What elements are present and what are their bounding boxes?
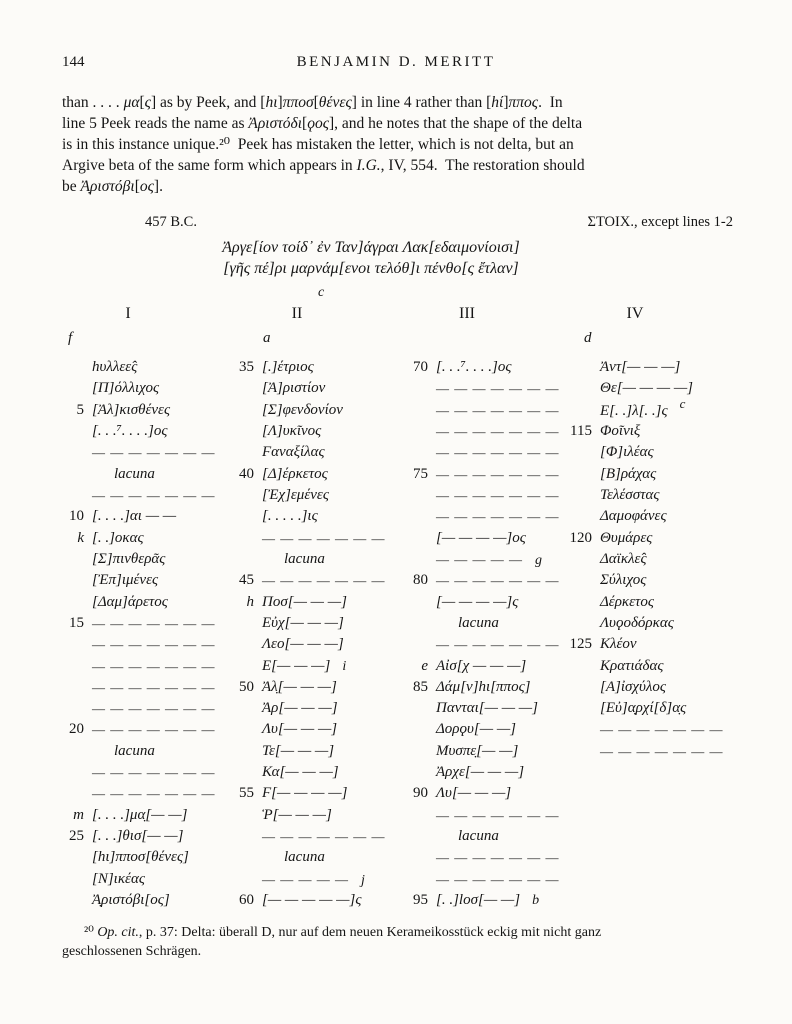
line-number: 40 bbox=[239, 465, 254, 482]
row-content bbox=[262, 698, 338, 719]
inscription-row bbox=[552, 741, 782, 762]
margin-letter: i bbox=[342, 658, 347, 674]
row-content bbox=[262, 485, 329, 506]
row-content bbox=[600, 395, 686, 422]
entry-text: [Π]όλλιχος bbox=[92, 380, 160, 397]
margin-letter: d bbox=[584, 330, 592, 346]
row-content bbox=[262, 847, 325, 868]
entry-text: Θε[— — — —] bbox=[600, 380, 694, 397]
line-number: 115 bbox=[570, 423, 592, 439]
dash-line: — — — — — — — bbox=[92, 701, 216, 717]
row-content bbox=[262, 549, 325, 570]
inscription-row bbox=[552, 592, 782, 613]
lacuna-label: lacuna bbox=[284, 849, 325, 866]
row-content bbox=[92, 485, 216, 507]
row-content bbox=[262, 826, 386, 848]
inscription-row bbox=[388, 890, 618, 911]
date-label: 457 B.C. bbox=[145, 214, 197, 230]
paragraph-line: is in this instance unique.²⁰ Peek has mistaken the letter, which is not delta, but an bbox=[62, 136, 574, 153]
inscription-row bbox=[552, 485, 782, 506]
inscription-row bbox=[552, 698, 782, 719]
line-number: 15 bbox=[69, 614, 84, 631]
margin-letter: h bbox=[246, 593, 254, 610]
row-content bbox=[92, 464, 155, 485]
row-content bbox=[262, 677, 337, 698]
inscription-row bbox=[388, 805, 618, 826]
row-content bbox=[92, 762, 216, 784]
entry-text: Λεο[— — —] bbox=[262, 636, 344, 653]
footnote-line bbox=[62, 923, 746, 942]
line-number: 60 bbox=[239, 892, 254, 908]
row-content bbox=[436, 485, 560, 507]
line-number: 85 bbox=[413, 678, 428, 695]
row-content bbox=[262, 592, 347, 613]
dash-line: — — — — — — — bbox=[436, 424, 560, 439]
entry-text: Σύλιχος bbox=[600, 572, 647, 589]
row-content bbox=[436, 890, 539, 911]
row-content bbox=[436, 570, 560, 592]
line-number: 95 bbox=[413, 892, 428, 908]
margin-letter: c bbox=[679, 395, 686, 411]
entry-text: [hι]πποσ[θένες] bbox=[92, 849, 189, 866]
footnote-segment: , p. 37: Delta: überall D, nur auf dem neuen Kerameikosstück eckig mit nicht ganz bbox=[138, 925, 602, 940]
entry-text: Φοῖνιξ bbox=[600, 423, 641, 439]
row-content bbox=[600, 592, 654, 613]
entry-text: [Ν]ικέας bbox=[92, 870, 145, 887]
lacuna-label: lacuna bbox=[284, 550, 325, 567]
entry-text: Δέρκετος bbox=[600, 593, 654, 610]
entry-text: [— — — —]ος bbox=[436, 529, 526, 546]
footnote-segment: Op. cit. bbox=[97, 925, 139, 940]
row-content bbox=[92, 528, 144, 549]
row-content bbox=[436, 698, 538, 719]
row-content bbox=[262, 741, 334, 762]
row-content bbox=[92, 634, 216, 656]
entry-text: [Δαμ]άρετος bbox=[92, 593, 168, 610]
row-content bbox=[436, 741, 518, 762]
row-content bbox=[262, 357, 314, 378]
column-header: II bbox=[291, 305, 303, 322]
row-content bbox=[262, 762, 339, 783]
row-content bbox=[92, 677, 216, 699]
row-content bbox=[436, 442, 560, 464]
line-number: 5 bbox=[76, 401, 84, 418]
inscription-row bbox=[552, 677, 782, 698]
margin-letter: g bbox=[535, 552, 542, 568]
epigram-line: Ἀργε[ίον τοίδ᾽ ἐν Ταν]άγραι Λακ[εδαιμονίοισι] bbox=[222, 239, 520, 256]
entry-text: hυλλεε̂ς bbox=[92, 359, 138, 375]
inscription-row bbox=[388, 762, 618, 783]
epigram-line: [γῆς πέ]ρι μαρνάμ[ενοι τελόθ]ι πένθο[ς ἔτλαν] bbox=[223, 260, 519, 277]
paragraph-line: line 5 Peek reads the name as Ἀριστόδι[ϙος], and he notes that the shape of the delta bbox=[62, 115, 583, 132]
row-content bbox=[92, 890, 170, 911]
row-content bbox=[600, 677, 666, 698]
row-content bbox=[262, 464, 328, 485]
entry-text: Εὐχ[— — —] bbox=[262, 614, 344, 631]
dash-line: — — — — — — — bbox=[436, 445, 560, 461]
entry-text: [Σ]πινθερᾶς bbox=[92, 550, 166, 567]
row-content bbox=[436, 549, 542, 571]
row-content bbox=[600, 656, 663, 677]
line-number: 80 bbox=[413, 572, 428, 589]
inscription-row bbox=[552, 506, 782, 527]
dash-line: — — — — — — — bbox=[436, 466, 560, 482]
row-content bbox=[92, 847, 189, 868]
inscription-row bbox=[552, 634, 782, 655]
margin-letter: k bbox=[77, 529, 84, 546]
entry-text: [. . .⁷. . . .]ος bbox=[92, 423, 168, 439]
paragraph-line: be Ἀ̣ριστόβι[ος]. bbox=[62, 178, 163, 195]
row-content bbox=[92, 400, 170, 421]
row-content bbox=[262, 442, 325, 463]
dash-line: — — — — — bbox=[262, 871, 349, 887]
entry-text: [. .]lοσ[— —] bbox=[436, 892, 521, 908]
dash-line: — — — — — — — bbox=[600, 743, 724, 759]
entry-text: Ϝαναξίλας bbox=[262, 444, 325, 461]
row-content bbox=[600, 570, 646, 591]
dash-line: — — — — — — — bbox=[92, 722, 216, 738]
dash-line: — — — — — — — bbox=[92, 445, 216, 461]
line-number: 10 bbox=[69, 508, 84, 525]
lacuna-label: lacuna bbox=[458, 614, 499, 631]
entry-text: Κα[— — —] bbox=[262, 764, 339, 781]
footnote-segment: geschlossenen Schrägen. bbox=[62, 944, 202, 959]
row-content bbox=[92, 656, 216, 678]
entry-text: Δαϊκλε̂ς bbox=[600, 550, 647, 567]
inscription-row bbox=[388, 847, 618, 868]
row-content bbox=[600, 442, 654, 463]
row-content bbox=[436, 464, 560, 486]
inscription-row bbox=[552, 719, 782, 740]
entry-text: [— — — —]ς bbox=[436, 593, 519, 610]
entry-text: Κλέον bbox=[600, 636, 637, 653]
dash-line: — — — — — — — bbox=[436, 807, 560, 823]
entry-text: Ἀντ[— — —] bbox=[600, 359, 681, 375]
entry-text: [Α]ἰσχύλος bbox=[600, 678, 666, 695]
dash-line: — — — — — — — bbox=[436, 637, 560, 653]
column-header: III bbox=[459, 305, 475, 322]
footnote-line bbox=[62, 942, 746, 961]
inscription-row bbox=[552, 464, 782, 485]
inscription-row bbox=[552, 357, 782, 378]
inscription-row bbox=[552, 528, 782, 549]
line-number: 25 bbox=[69, 828, 84, 844]
entry-text: [Σ]φενδονίον bbox=[262, 401, 343, 418]
column-header: IV bbox=[626, 305, 644, 322]
row-content bbox=[436, 357, 511, 378]
line-number: 75 bbox=[413, 465, 428, 482]
row-content bbox=[92, 378, 159, 399]
line-number: 120 bbox=[569, 529, 592, 546]
entry-text: Μυσπε̣[— —] bbox=[436, 742, 519, 759]
row-content bbox=[600, 698, 686, 719]
body-paragraph bbox=[62, 92, 752, 197]
row-content bbox=[436, 826, 499, 847]
entry-text: [. . .]θισ[— —] bbox=[92, 828, 184, 844]
row-content bbox=[436, 378, 560, 400]
row-content bbox=[600, 719, 724, 741]
entry-text: [Ἐπ]ιμένες bbox=[92, 572, 159, 589]
running-head: BENJAMIN D. MERITT bbox=[296, 54, 496, 70]
dash-line: — — — — — — — bbox=[436, 381, 560, 397]
entry-text: Ε[. .]λ[. .]ς bbox=[600, 402, 668, 419]
entry-text: [. .]οκας bbox=[92, 529, 144, 546]
row-content bbox=[92, 592, 168, 613]
entry-text: Ποσ[— — —] bbox=[262, 593, 347, 610]
stoich-label: ΣΤΟΙΧ., except lines 1-2 bbox=[587, 214, 733, 230]
row-content bbox=[436, 400, 560, 422]
entry-text: [Εὐ]α̣ρχί[δ]α̣ς bbox=[600, 700, 687, 717]
inscription-row bbox=[388, 783, 618, 804]
entry-text: Ῥ[— — —] bbox=[262, 806, 332, 823]
entry-text: Θυμάρες bbox=[600, 529, 653, 546]
inscription-row bbox=[388, 869, 618, 890]
entry-text: Λυ[— — —] bbox=[436, 785, 512, 802]
dash-line: — — — — — — — bbox=[436, 509, 560, 525]
dash-line: — — — — — — — bbox=[262, 530, 386, 546]
row-content bbox=[436, 528, 526, 549]
inscription-row bbox=[552, 442, 782, 463]
margin-letter: m bbox=[73, 806, 84, 823]
margin-letter: j bbox=[361, 872, 365, 888]
row-content bbox=[262, 378, 325, 399]
page-number: 144 bbox=[62, 54, 85, 70]
entry-text: Αἰσ[χ — — —] bbox=[436, 657, 527, 674]
row-content bbox=[436, 592, 518, 613]
entry-text: [. . . .]μα̣[— —] bbox=[92, 806, 188, 823]
row-content bbox=[436, 719, 516, 740]
lacuna-label: lacuna bbox=[458, 828, 499, 844]
row-content bbox=[600, 634, 637, 655]
entry-text: Ἀ̣ριστόβι[ος] bbox=[92, 892, 170, 908]
inscription-row bbox=[552, 613, 782, 634]
entry-text: [Λ]υκῖνος bbox=[262, 423, 322, 439]
row-content bbox=[262, 613, 344, 634]
dash-line: — — — — — — — bbox=[92, 786, 216, 802]
entry-text: [. . . .]αι — — bbox=[92, 508, 177, 525]
margin-letter: e bbox=[421, 657, 428, 674]
entry-text: Κρατιάδας bbox=[600, 657, 664, 674]
row-content bbox=[262, 506, 318, 527]
dash-line: — — — — — — — bbox=[92, 679, 216, 695]
line-number: 55 bbox=[239, 785, 254, 802]
lacuna-label: lacuna bbox=[114, 742, 155, 759]
entry-text: Ἀλ̣[— — —] bbox=[262, 678, 337, 695]
row-content bbox=[92, 719, 216, 741]
row-content bbox=[92, 442, 216, 464]
row-content bbox=[262, 400, 343, 421]
row-content bbox=[436, 634, 560, 656]
row-content bbox=[600, 464, 656, 485]
entry-text: [.]έτριος bbox=[262, 359, 314, 375]
epigram bbox=[26, 237, 716, 279]
column-header: I bbox=[125, 305, 131, 322]
row-content bbox=[436, 847, 560, 869]
row-content bbox=[600, 741, 724, 763]
entry-text: [— — — — —]ς bbox=[262, 892, 362, 908]
row-content bbox=[262, 570, 386, 592]
dash-line: — — — — — — — bbox=[92, 615, 216, 631]
entry-text: [Β]ράχας bbox=[600, 465, 657, 482]
row-content bbox=[92, 421, 167, 442]
row-content bbox=[436, 421, 560, 443]
row-content bbox=[92, 357, 137, 378]
margin-letter: f bbox=[68, 330, 73, 346]
inscription-row bbox=[552, 570, 782, 591]
entry-text: [Φ]ιλέας bbox=[600, 444, 654, 461]
dash-line: — — — — — — — bbox=[436, 402, 560, 418]
inscription-row bbox=[552, 421, 782, 442]
entry-text: [. . .⁷. . . .]ος bbox=[436, 359, 512, 375]
line-number: 35 bbox=[239, 359, 254, 375]
footnote bbox=[62, 923, 746, 961]
row-content bbox=[600, 421, 640, 442]
row-content bbox=[262, 421, 321, 442]
entry-text: Δαμοφάνες bbox=[600, 508, 667, 525]
dash-line: — — — — — — — bbox=[92, 637, 216, 653]
row-content bbox=[92, 506, 176, 527]
row-content bbox=[92, 783, 216, 805]
dash-line: — — — — — — — bbox=[436, 871, 560, 887]
row-content bbox=[436, 762, 524, 783]
row-content bbox=[436, 783, 511, 804]
entry-text: Δάμ[ν]hι[ππος] bbox=[436, 678, 531, 695]
entry-text: [Ἀλ]κισθένες bbox=[92, 401, 171, 418]
entry-text: Λυϙοδόρκας bbox=[600, 614, 674, 631]
row-content bbox=[600, 528, 652, 549]
inscription-row bbox=[552, 549, 782, 570]
row-content bbox=[600, 613, 674, 634]
dash-line: — — — — — — — bbox=[92, 765, 216, 781]
margin-letter: b bbox=[532, 893, 540, 908]
row-content bbox=[92, 698, 216, 720]
entry-text: [Ἀ]ριστίον bbox=[262, 380, 326, 397]
paragraph-line: Argive beta of the same form which appears in I.G., IV, 554. The restoration should bbox=[62, 157, 585, 174]
row-content bbox=[262, 634, 344, 655]
entry-text: Ἀρ[— — —] bbox=[262, 700, 338, 717]
inscription-row bbox=[552, 378, 782, 399]
line-number: 50 bbox=[239, 678, 254, 695]
dash-line: — — — — — bbox=[436, 551, 523, 567]
entry-text: Λυ[— — —] bbox=[262, 721, 338, 738]
row-content bbox=[262, 890, 361, 911]
row-content bbox=[262, 869, 365, 891]
entry-text: [. . . . .]ις bbox=[262, 508, 318, 525]
row-content bbox=[92, 869, 145, 890]
dash-line: — — — — — — — bbox=[262, 829, 386, 844]
row-content bbox=[600, 549, 647, 570]
dash-line: — — — — — — — bbox=[436, 487, 560, 503]
paragraph-line: than . . . . μα[ς] as by Peek, and [hι]πποσ[θένες] in line 4 rather than [hί]ππος. In bbox=[62, 94, 563, 111]
dash-line: — — — — — — — bbox=[600, 722, 724, 738]
dash-line: — — — — — — — bbox=[92, 658, 216, 674]
row-content bbox=[600, 485, 659, 506]
line-number: 125 bbox=[569, 636, 592, 653]
dash-line: — — — — — — — bbox=[262, 573, 386, 589]
entry-text: Πανται[— — —] bbox=[436, 700, 538, 717]
row-content bbox=[436, 677, 531, 698]
line-number: 90 bbox=[413, 785, 428, 802]
row-content bbox=[436, 869, 560, 891]
row-content bbox=[436, 805, 560, 827]
entry-text: Τελέσστας bbox=[600, 486, 660, 503]
apparatus-letter-c: c bbox=[318, 285, 325, 300]
margin-letter: a bbox=[263, 330, 271, 346]
entry-text: Ε[— — —] bbox=[262, 657, 331, 674]
row-content bbox=[92, 549, 165, 570]
row-content bbox=[92, 613, 216, 635]
entry-text: [Δ]έρκετος bbox=[262, 465, 328, 482]
line-number: 45 bbox=[239, 572, 254, 589]
row-content bbox=[92, 741, 155, 762]
entry-text: Τε[— — —] bbox=[262, 742, 335, 759]
dash-line: — — — — — — — bbox=[92, 487, 216, 503]
lacuna-label: lacuna bbox=[114, 465, 155, 482]
inscription-row bbox=[388, 826, 618, 847]
row-content bbox=[436, 613, 499, 634]
inscription-row bbox=[552, 656, 782, 677]
footnote-segment: ²⁰ bbox=[84, 925, 98, 940]
row-content bbox=[436, 506, 560, 528]
dash-line: — — — — — — — bbox=[436, 850, 560, 866]
row-content bbox=[436, 656, 526, 677]
row-content bbox=[262, 719, 337, 740]
row-content bbox=[92, 570, 158, 591]
row-content bbox=[262, 528, 386, 550]
row-content bbox=[262, 656, 346, 677]
row-content bbox=[600, 506, 667, 527]
row-content bbox=[92, 805, 187, 826]
line-number: 20 bbox=[69, 721, 84, 738]
entry-text: Δορϙυ[— —] bbox=[436, 721, 516, 738]
row-content bbox=[600, 357, 680, 378]
row-content bbox=[262, 805, 332, 826]
row-content bbox=[92, 826, 183, 847]
line-number: 70 bbox=[413, 359, 428, 375]
entry-text: Ϝ[— — — —] bbox=[262, 785, 348, 802]
dash-line: — — — — — — — bbox=[436, 573, 560, 589]
inscription-row bbox=[552, 395, 782, 421]
row-content bbox=[262, 783, 347, 804]
entry-text: [Ἐχ]εμένες bbox=[262, 486, 329, 503]
entry-text: Ἀρχε[— — —] bbox=[436, 764, 525, 781]
